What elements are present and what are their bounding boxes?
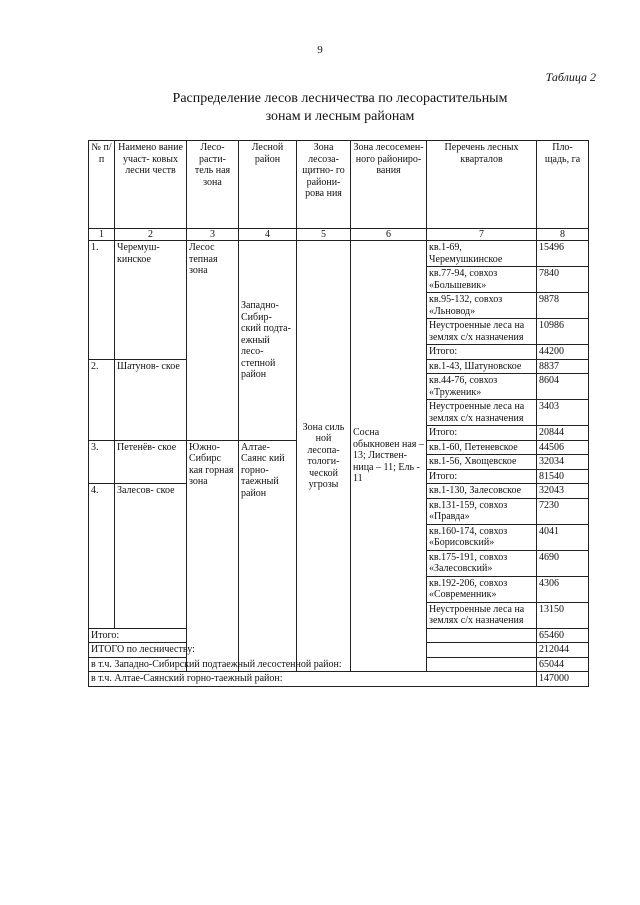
quarter-cell: Итого: [427, 469, 537, 484]
area-cell: 20844 [537, 426, 589, 441]
area-cell: 81540 [537, 469, 589, 484]
total-label: ИТОГО по лесничеству: [89, 643, 537, 658]
area-cell: 13150 [537, 602, 589, 628]
forest-distribution-table [88, 140, 589, 687]
title-line-1: Распределение лесов лесничества по лесорастительным [172, 91, 508, 106]
area-cell: 32043 [537, 484, 589, 499]
total-label: Итого: [89, 628, 537, 643]
total-row [89, 657, 589, 672]
header-quarters: Перечень лесных кварталов [427, 141, 537, 229]
column-number: 5 [297, 229, 351, 241]
page-number: 9 [317, 44, 323, 56]
total-row [89, 672, 589, 687]
quarter-cell: Итого: [427, 345, 537, 360]
quarter-cell: кв.131-159, совхоз «Правда» [427, 498, 537, 524]
table-label: Таблица 2 [545, 70, 596, 84]
quarter-cell: кв.95-132, совхоз «Льновод» [427, 293, 537, 319]
quarter-cell: кв.77-94, совхоз «Большевик» [427, 267, 537, 293]
document-title [100, 90, 580, 126]
area-cell: 4041 [537, 524, 589, 550]
total-label: в т.ч. Алтае-Саянский горно-таежный район: [89, 672, 537, 687]
total-row [89, 643, 589, 658]
unit-number: 1. [89, 241, 115, 360]
quarter-cell: Неустроенные леса на землях с/х назначения [427, 602, 537, 628]
area-cell: 15496 [537, 241, 589, 267]
seed-zone: Сосна обыкновен ная – 13; Листвен- ница – 11; Ель - 11 [351, 241, 427, 672]
quarter-cell: кв.160-174, совхоз «Борисовский» [427, 524, 537, 550]
column-number: 1 [89, 229, 115, 241]
column-number: 6 [351, 229, 427, 241]
unit-name: Шатунов- ское [115, 359, 187, 440]
total-value: 147000 [537, 672, 589, 687]
quarter-cell: Неустроенные леса на землях с/х назначения [427, 400, 537, 426]
unit-number: 4. [89, 484, 115, 629]
column-number: 2 [115, 229, 187, 241]
column-number: 7 [427, 229, 537, 241]
unit-number: 3. [89, 440, 115, 484]
header-seed-zone: Зона лесосемен- ного райониро- вания [351, 141, 427, 229]
area-cell: 7230 [537, 498, 589, 524]
quarter-cell: Неустроенные леса на землях с/х назначения [427, 319, 537, 345]
unit-name: Петенёв- ское [115, 440, 187, 484]
column-number: 4 [239, 229, 297, 241]
area-cell: 4306 [537, 576, 589, 602]
area-cell: 9878 [537, 293, 589, 319]
area-cell: 10986 [537, 319, 589, 345]
total-value: 212044 [537, 643, 589, 658]
quarter-cell: Итого: [427, 426, 537, 441]
total-value: 65044 [537, 657, 589, 672]
header-number: № п/ п [89, 141, 115, 229]
quarter-cell: кв.1-130, Залесовское [427, 484, 537, 499]
protective-zone: Зона силь ной лесопа- тологи- ческой угрозы [297, 241, 351, 672]
header-forest-district: Лесной район [239, 141, 297, 229]
total-label: в т.ч. Западно-Сибирский подтаежный лесостенной район: [89, 657, 537, 672]
total-row [89, 628, 589, 643]
total-value: 65460 [537, 628, 589, 643]
unit-name: Черемуш- кинское [115, 241, 187, 360]
header-unit-name: Наимено вание участ- ковых лесни честв [115, 141, 187, 229]
forest-district: Западно- Сибир- ский подта- ежный лесо- степной район [239, 241, 297, 441]
unit-number: 2. [89, 359, 115, 440]
column-number: 8 [537, 229, 589, 241]
area-cell: 44506 [537, 440, 589, 455]
header-row [89, 141, 589, 229]
header-area: Пло- щадь, га [537, 141, 589, 229]
vegetation-zone: Южно- Сибирс кая горная зона [187, 440, 239, 672]
area-cell: 44200 [537, 345, 589, 360]
column-number: 3 [187, 229, 239, 241]
area-cell: 8837 [537, 359, 589, 374]
area-cell: 32034 [537, 455, 589, 470]
vegetation-zone: Лесос тепная зона [187, 241, 239, 441]
quarter-cell: кв.1-69, Черемушкинское [427, 241, 537, 267]
title-line-2: зонам и лесным районам [265, 109, 415, 124]
header-protective-zone: Зона лесоза- щитно- го райони- рова ния [297, 141, 351, 229]
quarter-cell: кв.44-76, совхоз «Труженик» [427, 374, 537, 400]
quarter-cell: кв.175-191, совхоз «Залесовский» [427, 550, 537, 576]
table-row [89, 241, 589, 267]
area-cell: 3403 [537, 400, 589, 426]
area-cell: 8604 [537, 374, 589, 400]
area-cell: 7840 [537, 267, 589, 293]
quarter-cell: кв.1-43, Шатуновское [427, 359, 537, 374]
quarter-cell: кв.1-60, Петеневское [427, 440, 537, 455]
unit-name: Залесов- ское [115, 484, 187, 629]
quarter-cell: кв.1-56, Хвощевское [427, 455, 537, 470]
column-number-row [89, 229, 589, 241]
header-vegetation-zone: Лесо- расти- тель ная зона [187, 141, 239, 229]
quarter-cell: кв.192-206, совхоз «Современник» [427, 576, 537, 602]
forest-district: Алтае- Саянс кий горно- таежный район [239, 440, 297, 672]
area-cell: 4690 [537, 550, 589, 576]
